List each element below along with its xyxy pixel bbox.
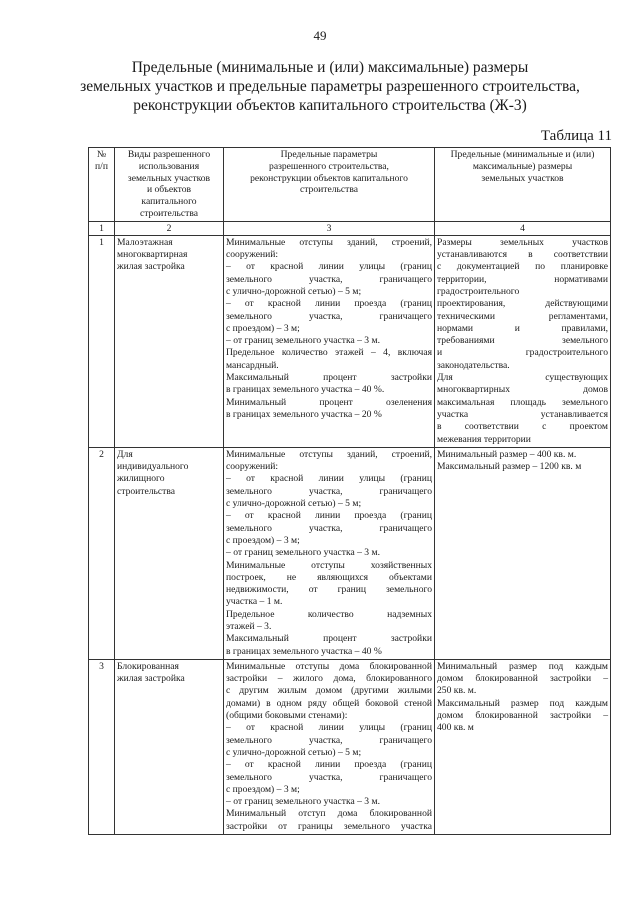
parameters-line: сооружений: xyxy=(226,249,279,261)
parameters-line: Максимальный процент застройки xyxy=(226,633,432,645)
plot-size-line: Минимальный размер под каждым xyxy=(437,660,608,672)
plot-size-line: 250 кв. м. xyxy=(437,685,477,697)
parameters-line: – от красной линии улицы (границ xyxy=(226,473,432,485)
parameters-line: земельного участка, граничащего xyxy=(226,734,432,746)
table-caption: Таблица 11 xyxy=(540,128,612,144)
plot-size-line: устанавливаются в соответствии xyxy=(437,249,608,261)
parameters-line: земельного участка, граничащего xyxy=(226,485,432,497)
parameters-line: с улично-дорожной сетью) – 5 м; xyxy=(226,285,362,297)
table-header-row xyxy=(89,148,611,222)
header-text: Предельные (минимальные и (или) xyxy=(450,149,595,160)
parameters-line: Предельное количество надземных xyxy=(226,608,432,620)
plot-size-line: домом блокированной застройки – xyxy=(437,710,608,722)
use-type-line: Блокированная xyxy=(117,660,179,672)
page-number: 49 xyxy=(313,28,327,43)
row-number: 3 xyxy=(89,659,115,834)
parameters-line: застройки – жилого дома, блокированного xyxy=(226,673,432,685)
parameters-line: – от красной линии проезда (границ xyxy=(226,510,432,522)
parameters-line: в границах земельного участка – 20 % xyxy=(226,408,382,420)
plot-size-line: 400 кв. м xyxy=(437,722,474,734)
header-plot-sizes xyxy=(435,148,611,222)
table-row xyxy=(89,659,611,834)
parameters-line: с проездом) – 3 м; xyxy=(226,783,300,795)
document-title xyxy=(60,58,600,115)
parameters-line: застройки от границы земельного участка xyxy=(226,820,432,832)
title-line: Предельные (минимальные и (или) максимальные) размеры xyxy=(131,59,529,76)
plot-size-line: многоквартирных домов xyxy=(437,384,608,396)
plot-size-line: Для существующих xyxy=(437,372,608,384)
title-line: реконструкции объектов капитального строительства (Ж-3) xyxy=(133,97,527,114)
parameters-line: – от границ земельного участка – 3 м. xyxy=(226,796,380,808)
parameters-line: Максимальный процент застройки xyxy=(226,372,432,384)
header-text: использования xyxy=(138,160,200,172)
parameters-line: недвижимости, от границ земельного xyxy=(226,584,432,596)
table-row xyxy=(89,447,611,659)
plot-size-line: Минимальный размер – 400 кв. м. xyxy=(437,448,577,460)
plot-size-line: максимальная площадь земельного xyxy=(437,396,608,408)
parameters-line: земельного участка, граничащего xyxy=(226,273,432,285)
plot-size-line: Размеры земельных участков xyxy=(437,236,608,248)
plot-size-line: Максимальный размер – 1200 кв. м xyxy=(437,461,582,473)
header-text: строительства xyxy=(139,207,199,219)
parameters-cell xyxy=(224,659,435,834)
parameters-line: (общими боковыми стенами): xyxy=(226,710,348,722)
plot-size-cell xyxy=(435,235,611,447)
regulations-table xyxy=(88,147,611,835)
use-type-cell xyxy=(115,235,224,447)
header-number xyxy=(89,148,115,222)
plot-size-cell xyxy=(435,447,611,659)
plot-size-line: Максимальный размер под каждым xyxy=(437,697,608,709)
plot-size-line: межевания территории xyxy=(437,433,531,445)
header-parameters xyxy=(224,148,435,222)
parameters-line: – от красной линии проезда (границ xyxy=(226,298,432,310)
column-number: 2 xyxy=(115,221,224,235)
parameters-line: Минимальный отступ дома блокированной xyxy=(226,808,432,820)
parameters-line: Минимальные отступы зданий, строений, xyxy=(226,448,432,460)
plot-size-line: нормами и правилами, xyxy=(437,322,608,334)
plot-size-line: градостроительного xyxy=(437,285,520,297)
parameters-cell xyxy=(224,447,435,659)
parameters-line: Минимальные отступы хозяйственных xyxy=(226,559,432,571)
use-type-line: многоквартирная xyxy=(117,249,188,261)
column-number: 3 xyxy=(224,221,435,235)
header-text: Предельные параметры xyxy=(280,149,378,160)
header-text: капитального xyxy=(141,196,197,208)
parameters-line: построек, не являющихся объектами xyxy=(226,571,432,583)
plot-size-line: с документацией по планировке xyxy=(437,261,608,273)
parameters-line: – от красной линии улицы (границ xyxy=(226,261,432,273)
parameters-line: Предельное количество этажей – 4, включая xyxy=(226,347,432,359)
parameters-line: домами) в одном ряду общей боковой стеной xyxy=(226,697,432,709)
use-type-line: Для xyxy=(117,448,133,460)
parameters-line: – от границ земельного участка – 3 м. xyxy=(226,547,380,559)
plot-size-line: и градостроительного xyxy=(437,347,608,359)
parameters-line: земельного участка, граничащего xyxy=(226,522,432,534)
header-text: и объектов xyxy=(146,184,192,196)
title-line: земельных участков и предельные параметры разрешенного строительства, xyxy=(80,78,580,95)
plot-size-line: законодательства. xyxy=(437,359,510,371)
parameters-line: – от красной линии улицы (границ xyxy=(226,722,432,734)
plot-size-line: проектирования, действующими xyxy=(437,298,608,310)
header-text: реконструкции объектов капитального xyxy=(250,172,408,184)
plot-size-cell xyxy=(435,659,611,834)
use-type-cell xyxy=(115,447,224,659)
parameters-line: – от красной линии проезда (границ xyxy=(226,759,432,771)
column-number: 4 xyxy=(435,221,611,235)
plot-size-line: в соответствии с проектом xyxy=(437,421,608,433)
plot-size-line: участка устанавливается xyxy=(437,408,608,420)
parameters-line: с проездом) – 3 м; xyxy=(226,322,300,334)
use-type-line: жилая застройка xyxy=(117,673,185,685)
header-text: п/п xyxy=(95,160,108,172)
table-row xyxy=(89,235,611,447)
parameters-line: участка – 1 м. xyxy=(226,596,283,608)
use-type-line: жилищного xyxy=(117,473,165,485)
parameters-line: с улично-дорожной сетью) – 5 м; xyxy=(226,746,362,758)
parameters-line: Минимальный процент озеленения xyxy=(226,396,432,408)
row-number: 1 xyxy=(89,235,115,447)
parameters-line: Минимальные отступы дома блокированной xyxy=(226,660,432,672)
plot-size-line: территории, нормативами xyxy=(437,273,608,285)
parameters-line: с проездом) – 3 м; xyxy=(226,534,300,546)
header-text: № xyxy=(96,149,107,160)
column-number: 1 xyxy=(89,221,115,235)
header-use-types xyxy=(115,148,224,222)
row-number: 2 xyxy=(89,447,115,659)
parameters-line: с другим жилым домом (другими жилыми xyxy=(226,685,432,697)
use-type-cell xyxy=(115,659,224,834)
use-type-line: строительства xyxy=(117,485,176,497)
header-text: земельных участков xyxy=(127,172,211,184)
parameters-line: этажей – 3. xyxy=(226,620,272,632)
parameters-line: мансардный. xyxy=(226,359,279,371)
use-type-line: индивидуального xyxy=(117,461,189,473)
parameters-line: с улично-дорожной сетью) – 5 м; xyxy=(226,498,362,510)
use-type-line: Малоэтажная xyxy=(117,236,173,248)
plot-size-line: требованиями земельного xyxy=(437,335,608,347)
plot-size-line: домом блокированной застройки – xyxy=(437,673,608,685)
header-text: строительства xyxy=(299,184,359,196)
use-type-line: жилая застройка xyxy=(117,261,185,273)
parameters-line: земельного участка, граничащего xyxy=(226,310,432,322)
column-number-row xyxy=(89,221,611,235)
header-text: Виды разрешенного xyxy=(127,149,211,160)
parameters-line: в границах земельного участка – 40 %. xyxy=(226,384,385,396)
parameters-line: в границах земельного участка – 40 % xyxy=(226,645,382,657)
parameters-line: – от границ земельного участка – 3 м. xyxy=(226,335,380,347)
parameters-line: сооружений: xyxy=(226,461,279,473)
header-text: разрешенного строительства, xyxy=(269,160,389,172)
parameters-cell xyxy=(224,235,435,447)
plot-size-line: техническими регламентами, xyxy=(437,310,608,322)
header-text: земельных участков xyxy=(481,172,564,184)
parameters-line: земельного участка, граничащего xyxy=(226,771,432,783)
parameters-line: Минимальные отступы зданий, строений, xyxy=(226,236,432,248)
header-text: максимальные) размеры xyxy=(472,160,573,172)
